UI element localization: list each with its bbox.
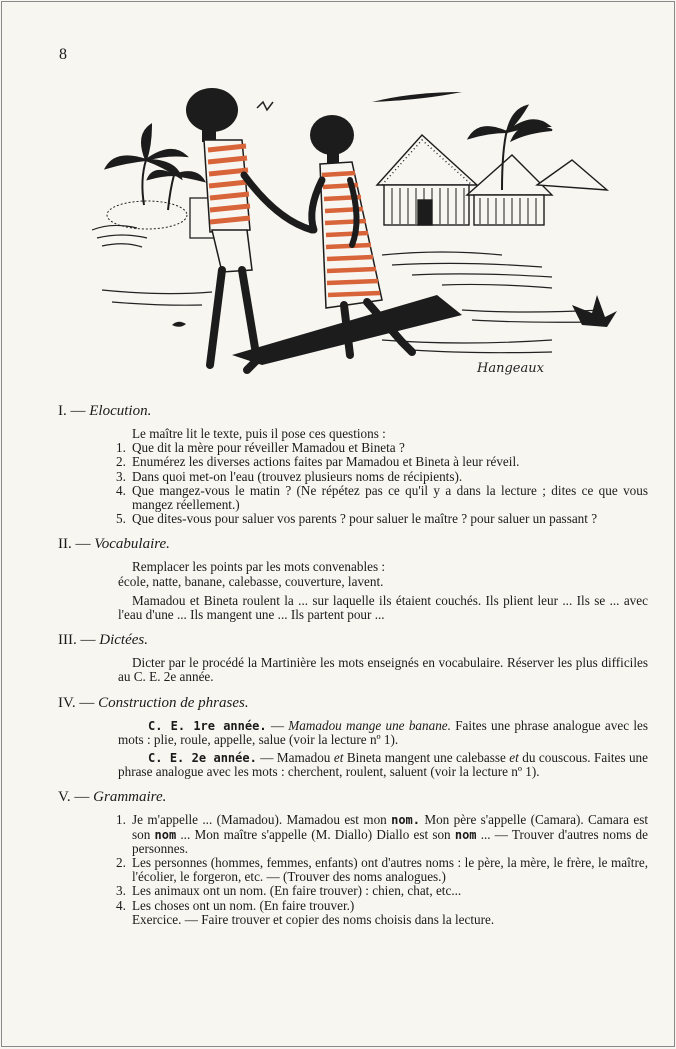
artist-signature: Hangeaux: [477, 361, 544, 376]
dictation-instruction: Dicter par le procédé la Martinière les mots enseignés en vocabulaire. Réserver les plus difficiles au C. E. 2e année.: [118, 655, 648, 685]
ce1-paragraph: C. E. 1re année. — Mamadou mange une banane. Faites une phrase analogue avec les mots : plie, roule, appelle, salue (voir la lecture nº 1).: [118, 717, 648, 747]
section-intro: Le maître lit le texte, puis il pose ces questions :: [132, 426, 386, 441]
section-heading: V. — Grammaire.: [58, 789, 167, 806]
section-vocabulaire: [58, 535, 648, 622]
list-item: 4. Que mangez-vous le matin ? (Ne répétez pas ce qu'il y a dans la lecture ; dites ce que vous mangez réellement.): [116, 482, 648, 513]
grammar-list: [58, 813, 648, 912]
list-item: 1. Que dit la mère pour réveiller Mamadou et Bineta ?: [116, 440, 405, 456]
exercise-line: Exercice. — Faire trouver et copier des noms choisis dans la lecture.: [132, 911, 495, 927]
village-illustration: [82, 80, 622, 380]
list-item: 3. Dans quoi met-on l'eau (trouvez plusieurs noms de récipients).: [116, 468, 463, 484]
list-item: 2. Les personnes (hommes, femmes, enfants) ont d'autres noms : le père, la mère, le frère, le maître, l'écolier, le forgeron, etc. — (Trouver des noms analogues.): [116, 855, 648, 885]
fill-in-paragraph: Mamadou et Bineta roulent la ... sur laquelle ils étaient couchés. Ils plient leur ... Ils se ... avec l'eau d'une ... Ils mangent une ... Ils partent pour ...: [118, 592, 648, 623]
section-heading: II. — Vocabulaire.: [58, 536, 170, 553]
question-list: [58, 441, 648, 526]
list-item: 5. Que dites-vous pour saluer vos parents ? pour saluer le maître ? pour saluer un passant ?: [116, 511, 598, 527]
section-dictees: [58, 631, 648, 684]
list-item: 3. Les animaux ont un nom. (En faire trouver) : chien, chat, etc...: [116, 883, 462, 899]
list-item: 2. Enumérez les diverses actions faites par Mamadou et Bineta à leur réveil.: [116, 454, 520, 470]
section-heading: I. — Elocution.: [58, 403, 152, 419]
section-grammaire: [58, 788, 648, 927]
section-elocution: [58, 402, 648, 526]
list-item: 4. Les choses ont un nom. (En faire trouver.): [116, 897, 355, 913]
page-number: 8: [59, 46, 67, 63]
list-item: 1. Je m'appelle ... (Mamadou). Mamadou est mon nom. Mon père s'appelle (Camara). Camara est son nom ... Mon maître s'appelle (M. Diallo) Diallo est son nom ... — Trouver d'autres noms de personnes.: [116, 812, 648, 856]
ce2-paragraph: C. E. 2e année. — Mamadou et Bineta mangent une calebasse et du couscous. Faites une phrase analogue avec les mots : cherchent, roulent, saluent (voir la lecture nº 1).: [118, 750, 648, 780]
instruction-line: Remplacer les points par les mots convenables :: [132, 559, 386, 575]
section-heading: III. — Dictées.: [58, 632, 148, 649]
textbook-page: [1, 1, 675, 1047]
section-construction: [58, 694, 648, 780]
exercise-content: [58, 402, 648, 936]
word-list: école, natte, banane, calebasse, couverture, lavent.: [118, 573, 384, 589]
section-heading: IV. — Construction de phrases.: [58, 694, 249, 711]
